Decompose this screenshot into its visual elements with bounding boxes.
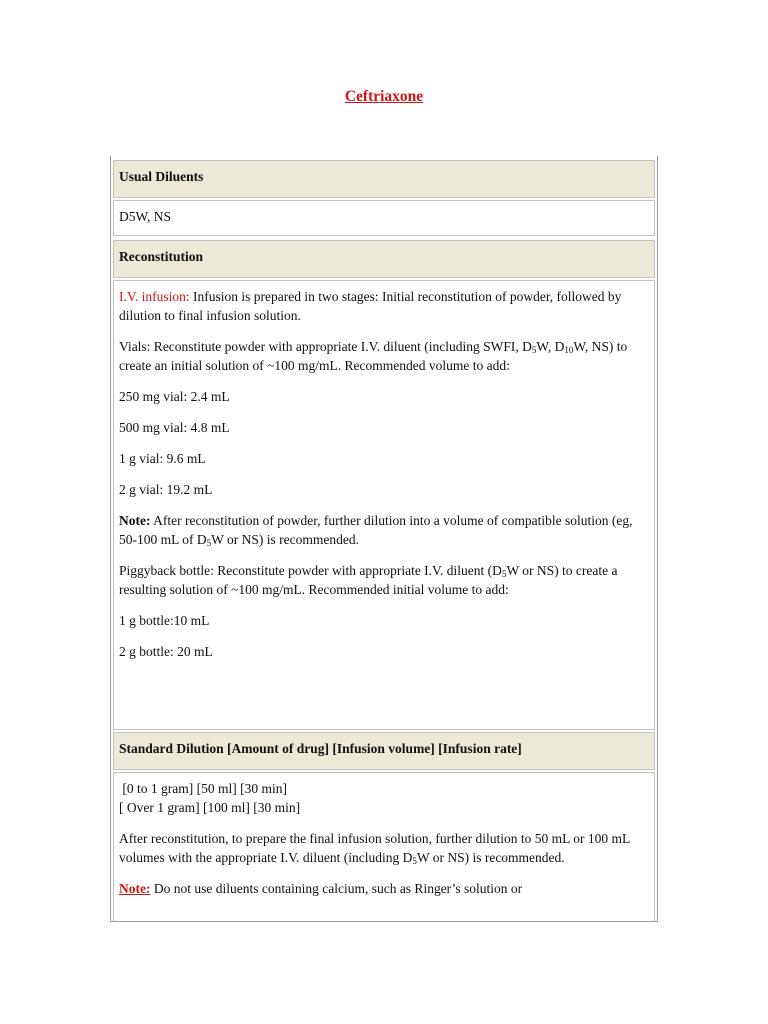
note-text-a: After reconstitution of powder, further dilution into a volume of compatible solution (eg, 50-100 mL of D: [119, 513, 633, 547]
piggyback-paragraph: [119, 561, 649, 599]
vials-paragraph: [119, 337, 649, 375]
note-subscript: 5: [206, 538, 212, 548]
reconstitution-body: [113, 280, 655, 730]
vial-1g-line: 1 g vial: 9.6 mL: [119, 451, 206, 466]
dilution-line-2: [ Over 1 gram] [100 ml] [30 min]: [119, 800, 301, 815]
usual-diluents-header: [113, 160, 655, 198]
piggyback-text-b: W or NS) to create a resulting solution of ~100 mg/mL. Recommended initial volume to add:: [119, 563, 618, 597]
drug-info-table: [110, 156, 658, 922]
calcium-note-paragraph: [119, 879, 649, 898]
reconstitution-header-text: Reconstitution: [119, 249, 203, 264]
iv-infusion-label: I.V. infusion:: [119, 289, 190, 304]
calcium-note-label: Note:: [119, 881, 151, 896]
standard-dilution-header-text: Standard Dilution [Amount of drug] [Infusion volume] [Infusion rate]: [119, 741, 522, 756]
standard-dilution-header: [113, 732, 655, 770]
bottle-1g-line: 1 g bottle:10 mL: [119, 613, 210, 628]
calcium-note-text: Do not use diluents containing calcium, such as Ringer’s solution or: [150, 881, 523, 896]
usual-diluents-text: D5W, NS: [119, 209, 172, 224]
vial-250-line: 250 mg vial: 2.4 mL: [119, 389, 230, 404]
vials-subscript-1: 5: [531, 345, 537, 355]
vials-text-c: W, NS) to create an initial solution of ~100 mg/mL. Recommended volume to add:: [119, 339, 628, 373]
note-paragraph: [119, 511, 649, 549]
vials-text-a: Vials: Reconstitute powder with appropriate I.V. diluent (including SWFI, D: [119, 339, 532, 354]
note-text-b: W or NS) is recommended.: [211, 532, 359, 547]
vials-subscript-2: 10: [564, 345, 574, 355]
dilution-line-1: [0 to 1 gram] [50 ml] [30 min]: [119, 781, 287, 796]
document-title: Ceftriaxone: [344, 88, 424, 105]
after-subscript: 5: [412, 856, 417, 866]
after-text-b: W or NS) is recommended.: [416, 850, 565, 865]
note-label: Note:: [119, 513, 151, 528]
after-text-a: After reconstitution, to prepare the final infusion solution, further dilution to 50 mL or 100 mL volumes with the appropriate I.V. diluent (including D: [119, 831, 630, 865]
standard-dilution-body: [113, 772, 655, 922]
usual-diluents-header-text: Usual Diluents: [119, 169, 204, 184]
iv-infusion-text: Infusion is prepared in two stages: Initial reconstitution of powder, followed by dilution to final infusion solution.: [119, 289, 622, 323]
vial-500-line: 500 mg vial: 4.8 mL: [119, 420, 230, 435]
bottle-2g-line: 2 g bottle: 20 mL: [119, 644, 213, 659]
reconstitution-header: [113, 240, 655, 278]
piggyback-text-a: Piggyback bottle: Reconstitute powder with appropriate I.V. diluent (D: [119, 563, 502, 578]
vial-2g-line: 2 g vial: 19.2 mL: [119, 482, 213, 497]
piggyback-subscript: 5: [501, 569, 507, 579]
iv-infusion-paragraph: [119, 287, 649, 325]
after-reconstitution-paragraph: [119, 829, 649, 867]
usual-diluents-body: [113, 200, 655, 236]
vials-text-b: W, D: [536, 339, 565, 354]
